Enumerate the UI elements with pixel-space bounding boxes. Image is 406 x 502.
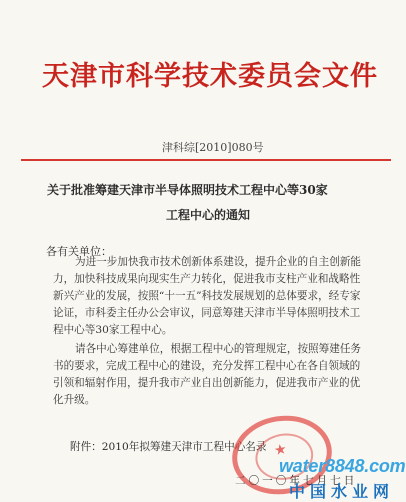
watermark-brand-suffix: 8848.com (325, 456, 406, 476)
issuer-header: 天津市科学技术委员会文件 (42, 61, 378, 92)
attachment-note: 附件：2010年拟筹建天津市工程中心名录 (70, 441, 267, 453)
salutation: 各有关单位： (46, 245, 112, 258)
signature-date: 二〇一〇年七月七日 (235, 475, 358, 487)
body-paragraph-2: 请各中心筹建单位，根据工程中心的管理规定，按照筹建任务书的要求，完成工程中心的建设，充分发挥工程中心在各自领域的引领和辐射作用，提升我市产业自出创新能力，促进我市产业的优化升级。 (53, 343, 362, 406)
document-number: 津科综[2010]080号 (162, 141, 264, 154)
body-paragraph-1: 为进一步加快我市技术创新体系建设，提升企业的自主创新能力，加快科技成果向现实生产力转化，促进我市支柱产业和战略性新兴产业的发展，按照“十一五”科技发展规划的总体要求，经专家论证，市科委主任办公会审议，同意筹建天津市半导体照明技术工程中心等30家工程中心。 (53, 256, 362, 336)
notice-title-line-2: 工程中心的通知 (166, 208, 251, 222)
site-watermark (279, 456, 406, 500)
watermark-site-name: 中国水业网 (289, 482, 395, 501)
header-divider (21, 159, 391, 161)
watermark-brand-prefix: water (279, 456, 326, 476)
seal-star-icon: ★ (273, 441, 288, 460)
notice-title-line-1: 关于批准筹建天津市半导体照明技术工程中心等30家 (47, 183, 328, 197)
watermark-logo-text (279, 456, 406, 477)
